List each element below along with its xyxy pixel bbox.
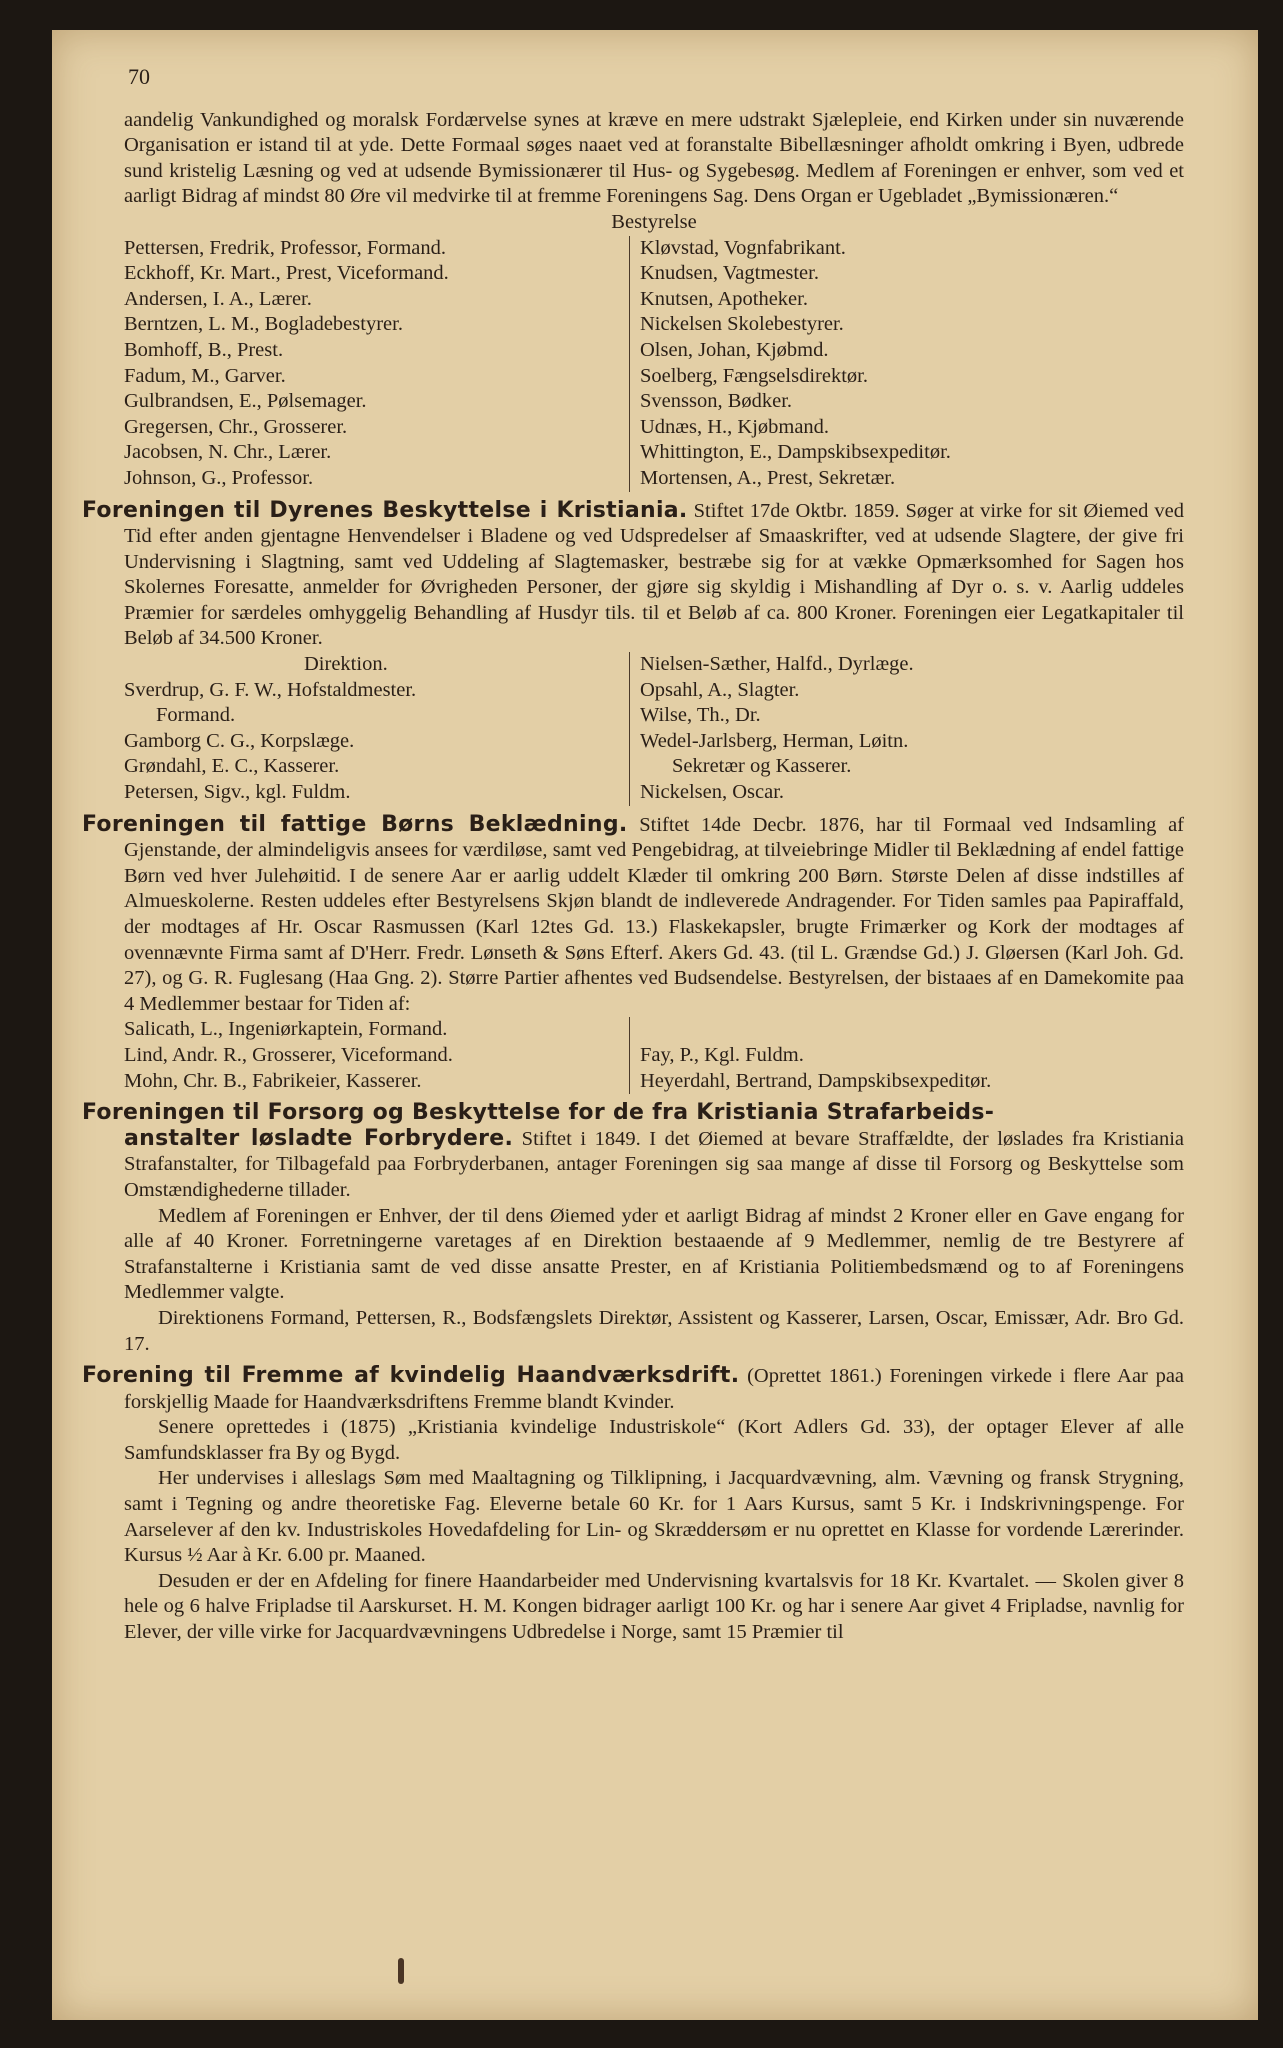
board-member: Petersen, Sigv., kgl. Fuldm. [124, 781, 351, 804]
page-content [82, 64, 1185, 1646]
board-right-column [629, 236, 1184, 492]
board-member: Nickelsen Skolebestyrer. [640, 313, 844, 336]
board-member: Grøndahl, E. C., Kasserer. [124, 755, 340, 778]
clothing-board-list [124, 1017, 1184, 1094]
board-member: Gamborg C. G., Korpslæge. [124, 729, 355, 752]
board-member: Gregersen, Chr., Grosserer. [124, 415, 348, 438]
board-member-role: Sekretær og Kasserer. [672, 755, 852, 778]
board-member: Fay, P., Kgl. Fuldm. [640, 1043, 804, 1066]
section-text: Stiftet i 1849. I det Øiemed at bevare Straffældte, der løslades fra Kristiania Strafanstalter, for Tilbagefald paa Forbryderbanen, antager Foreningen sig saa mange af disse til Forsorg og Beskyttelse som Omstændighederne tillader. [124, 1127, 1184, 1201]
direction-left-column [124, 652, 629, 806]
clothing-left-column [124, 1017, 629, 1094]
board-member: Olsen, Johan, Kjøbmd. [640, 338, 829, 361]
board-member: Opsahl, A., Slagter. [640, 678, 800, 701]
section-children-clothing [82, 811, 1185, 1018]
section-heading: Forening til Fremme af kvindelig Haandværksdrift. [82, 1363, 740, 1389]
section-text: (Oprettet 1861.) Foreningen virkede i flere Aar paa forskjellig Maade for Haandværksdriftens Fremme blandt Kvinder. [124, 1365, 1185, 1413]
section-text-2: Senere oprettedes i (1875) „Kristiania kvindelige Industriskole“ (Kort Adlers Gd. 33), der optager Elever af alle Samfundsklasser fra By og Bygd. [124, 1416, 1184, 1464]
section-heading-line2: anstalter løsladte Forbrydere. [124, 1125, 514, 1151]
board-member: Andersen, I. A., Lærer. [124, 287, 312, 310]
section-text-1 [124, 1126, 1184, 1204]
intro-paragraph: aandelig Vankundighed og moralsk Fordærvelse synes at kræve en mere udstrakt Sjælepleie, end Kirken under sin nuværende Organisation er istand til at yde. Dette Formaal søges naaet ved at foranstalte Bibellæsninger afholdt omkring i Byen, udbrede sund kristelig Læsning og ved at udsende Bymissionærer til Hus- og Sygebesøg. Medlem af Foreningen er enhver, som ved et aarligt Bidrag af mindst 80 Øre vil medvirke til at fremme Foreningens Sag. Dens Organ er Ugebladet „Bymissionæren.“ [124, 108, 1184, 208]
board-heading: Bestyrelse [611, 210, 697, 233]
direction-list [124, 652, 1184, 806]
board-member: Nickelsen, Oscar. [640, 781, 785, 804]
board-member: Wilse, Th., Dr. [640, 704, 761, 727]
direction-right-column [629, 652, 1184, 806]
section-heading: Foreningen til Dyrenes Beskyttelse i Kristiania. [82, 497, 688, 523]
section-text-3: Her undervises i alleslags Søm med Maaltagning og Tilklipning, i Jacquardvævning, alm. Vævning og fransk Strygning, samt i Tegning og andre theoretiske Fag. Eleverne betale 60 Kr. for 1 Aars Kursus, samt 5 Kr. i Indskrivningspenge. For Aarselever af den kv. Industriskoles Hovedafdeling for Lin- og Skræddersøm er nu oprettet en Klasse for vordende Lærerinder. Kursus ½ Aar à Kr. 6.00 pr. Maaned. [124, 1467, 1184, 1567]
board-member: Salicath, L., Ingeniørkaptein, Formand. [124, 1018, 448, 1041]
document-page [52, 30, 1258, 2020]
section-women-crafts [82, 1363, 1185, 1646]
section-text-4: Desuden er der en Afdeling for finere Haandarbeider med Undervisning kvartalsvis for 18 Kr. Kvartalet. — Skolen giver 8 hele og 6 halve Fripladse til Aarskurset. H. M. Kongen bidrager aarligt 100 Kr. og har i senere Aar givet 4 Fripladse, navnlig for Elever, der ville virke for Jacquardvævningens Udbredelse i Norge, samt 15 Præmier til [124, 1569, 1184, 1644]
board-member [640, 1017, 1184, 1043]
board-member: Heyerdahl, Bertrand, Dampskibsexpeditør. [640, 1069, 992, 1092]
section-text-3: Direktionens Formand, Pettersen, R., Bodsfængslets Direktør, Assistent og Kasserer, Larsen, Oscar, Emissær, Adr. Bro Gd. 17. [124, 1306, 1184, 1355]
board-member: Wedel-Jarlsberg, Herman, Løitn. [640, 729, 909, 752]
board-left-column [124, 236, 629, 492]
board-member: Pettersen, Fredrik, Professor, Formand. [124, 236, 447, 259]
clothing-right-column [629, 1017, 1184, 1094]
board-member: Udnæs, H., Kjøbmand. [640, 415, 830, 438]
board-member: Mortensen, A., Prest, Sekretær. [640, 466, 896, 489]
direction-heading: Direktion. [304, 653, 388, 676]
board-member: Eckhoff, Kr. Mart., Prest, Viceformand. [124, 262, 449, 285]
board-member: Kløvstad, Vognfabrikant. [640, 236, 846, 259]
board-member: Fadum, M., Garver. [124, 364, 286, 387]
board-list [124, 236, 1184, 492]
board-member-role: Formand. [156, 704, 236, 727]
board-member: Knudsen, Vagtmester. [640, 262, 819, 285]
board-member: Whittington, E., Dampskibsexpeditør. [640, 441, 951, 464]
board-member: Soelberg, Fængselsdirektør. [640, 364, 868, 387]
section-text-1 [82, 1363, 1185, 1415]
board-member: Johnson, G., Professor. [124, 466, 314, 489]
section-animal-protection [82, 497, 1184, 653]
section-text: Stiftet 14de Decbr. 1876, har til Formaal ved Indsamling af Gjenstande, der almindeligvis ansees for værdiløse, samt ved Pengebidrag, at tilveiebringe Midler til Beklædning af endel fattige Børn ved hver Julehøitid. I de senere Aar er aarlig uddelt Klæder til omkring 200 Børn. Største Delen af disse indstilles af Almueskolerne. Resten uddeles efter Bestyrelsens Skjøn blandt de indleverede Andragender. For Tiden samles paa Papiraffald, der modtages af Hr. Oscar Rasmussen (Karl 12tes Gd. 13.) Flaskekapsler, brugte Frimærker og Kork der modtages af ovennævnte Firma samt af D'Herr. Fredr. Lønseth & Søns Efterf. Akers Gd. 43. (til L. Grændse Gd.) J. Gløersen (Karl Joh. Gd. 27), og G. R. Fuglesang (Haa Gng. 2). Større Partier afhentes ved Budsendelse. Bestyrelsen, der bistaaes af en Damekomite paa 4 Medlemmer bestaar for Tiden af: [124, 813, 1185, 1015]
board-member: Sverdrup, G. F. W., Hofstaldmester. [124, 678, 417, 701]
board-member: Svensson, Bødker. [640, 390, 793, 413]
board-member: Gulbrandsen, E., Pølsemager. [124, 390, 367, 413]
board-member: Lind, Andr. R., Grosserer, Viceformand. [124, 1043, 453, 1066]
page-number: 70 [128, 64, 150, 89]
board-member: Berntzen, L. M., Bogladebestyrer. [124, 313, 403, 336]
section-released-prisoners [82, 1100, 1184, 1357]
section-heading: Foreningen til fattige Børns Beklædning. [82, 811, 628, 837]
board-member: Knutsen, Apotheker. [640, 287, 808, 310]
ink-mark [398, 1958, 404, 1984]
board-member: Nielsen-Sæther, Halfd., Dyrlæge. [640, 653, 914, 676]
section-heading-line1: Foreningen til Forsorg og Beskyttelse for de fra Kristiania Strafarbeids- [82, 1100, 995, 1126]
section-text-2: Medlem af Foreningen er Enhver, der til dens Øiemed yder et aarligt Bidrag af mindst 2 Kroner eller en Gave engang for alle af 40 Kroner. Forretningerne varetages af en Direktion bestaaende af 9 Medlemmer, nemlig de tre Bestyrere af Strafanstalterne i Kristiania samt de ved disse ansatte Prester, en af Kristiania Politiembedsmænd og to af Foreningens Medlemmer valgte. [124, 1204, 1184, 1304]
section-text: Stiftet 17de Oktbr. 1859. Søger at virke for sit Øiemed ved Tid efter anden gjentagne Henvendelser i Bladene og ved Udspredelser af Smaaskrifter, ved at udsende Slagtere, der give fri Undervisning i Slagtning, samt ved Uddeling af Slagtemasker, bestræbe sig for at vække Opmærksomhed for Sagen hos Skolernes Foresatte, anmelder for Øvrigheden Personer, der gjøre sig skyldig i Mishandling af Dyr o. s. v. Aarlig uddeles Præmier for særdeles omhyggelig Behandling af Husdyr tils. til et Beløb af ca. 800 Kroner. Foreningen eier Legatkapitaler til Beløb af 34.500 Kroner. [124, 499, 1184, 650]
board-member: Mohn, Chr. B., Fabrikeier, Kasserer. [124, 1069, 422, 1092]
board-member: Bomhoff, B., Prest. [124, 338, 284, 361]
board-member: Jacobsen, N. Chr., Lærer. [124, 441, 332, 464]
